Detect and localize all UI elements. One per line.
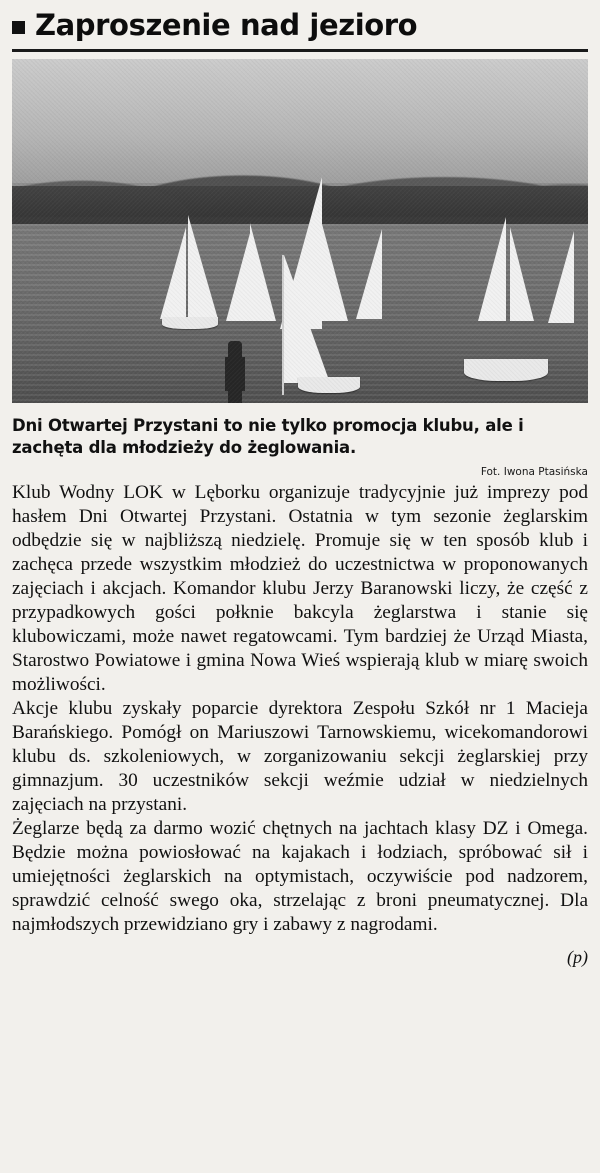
article-signature: (p): [567, 947, 588, 968]
article-paragraph: Klub Wodny LOK w Lęborku organizuje tradycyjnie już imprezy pod hasłem Dni Otwartej Przystani. Ostatnia w tym sezonie żeglarskim odbędzie się w najbliższą niedzielę. Promuje się w ten sposób klub i zachęca przede wszystkim młodzież do uczestnictwa w proponowanych zajęciach i akcjach. Komandor klubu Jerzy Baranowski liczy, że część z przypadkowych gości połknie bakcyla żeglarstwa i stanie się klubowiczami, może nawet regatowcami. Tym bardziej że Urząd Miasta, Starostwo Powiatowe i gmina Nowa Wieś wspierają klub w miarę swoich możliwości.: [12, 481, 588, 695]
page-title: Zaproszenie nad jezioro: [35, 7, 418, 42]
article-paragraph: Akcje klubu zyskały poparcie dyrektora Zespołu Szkół nr 1 Macieja Barańskiego. Pomógł on Mariuszowi Tarnowskiemu, wicekomandorowi klubu ds. szkoleniowych, w zorganizowaniu sekcji żeglarskiej przy gimnazjum. 30 uczestników sekcji weźmie udział w niedzielnych zajęciach na przystani.: [12, 698, 588, 816]
mast-foreground: [282, 255, 284, 395]
photo-treeline: [12, 186, 588, 227]
headline-row: [12, 0, 588, 44]
article-body: [12, 481, 588, 937]
article-paragraph: Żeglarze będą za darmo wozić chętnych na jachtach klasy DZ i Omega. Będzie można powiosłować na kajakach i łodziach, spróbować sił i umiejętności żeglarskich na optymistach, oczywiście pod nadzorem, sprawdzić celność swego oka, strzelając z broni pneumatycznej. Dla najmłodszych przewidziano gry i zabawy z nagrodami.: [12, 818, 588, 936]
photo-credit: Fot. Iwona Ptasińska: [480, 465, 588, 478]
article-lead: Dni Otwartej Przystani to nie tylko promocja klubu, ale i zachęta dla młodzieży do żeglowania.: [12, 416, 524, 457]
article-photo: [12, 59, 588, 403]
square-bullet-icon: [12, 21, 25, 34]
boat-hull-left: [162, 317, 218, 329]
person-torso: [225, 357, 245, 391]
headline-divider: [12, 49, 588, 52]
boat-hull-right: [464, 359, 548, 381]
boat-hull-center: [298, 377, 360, 393]
person-legs: [228, 389, 242, 403]
